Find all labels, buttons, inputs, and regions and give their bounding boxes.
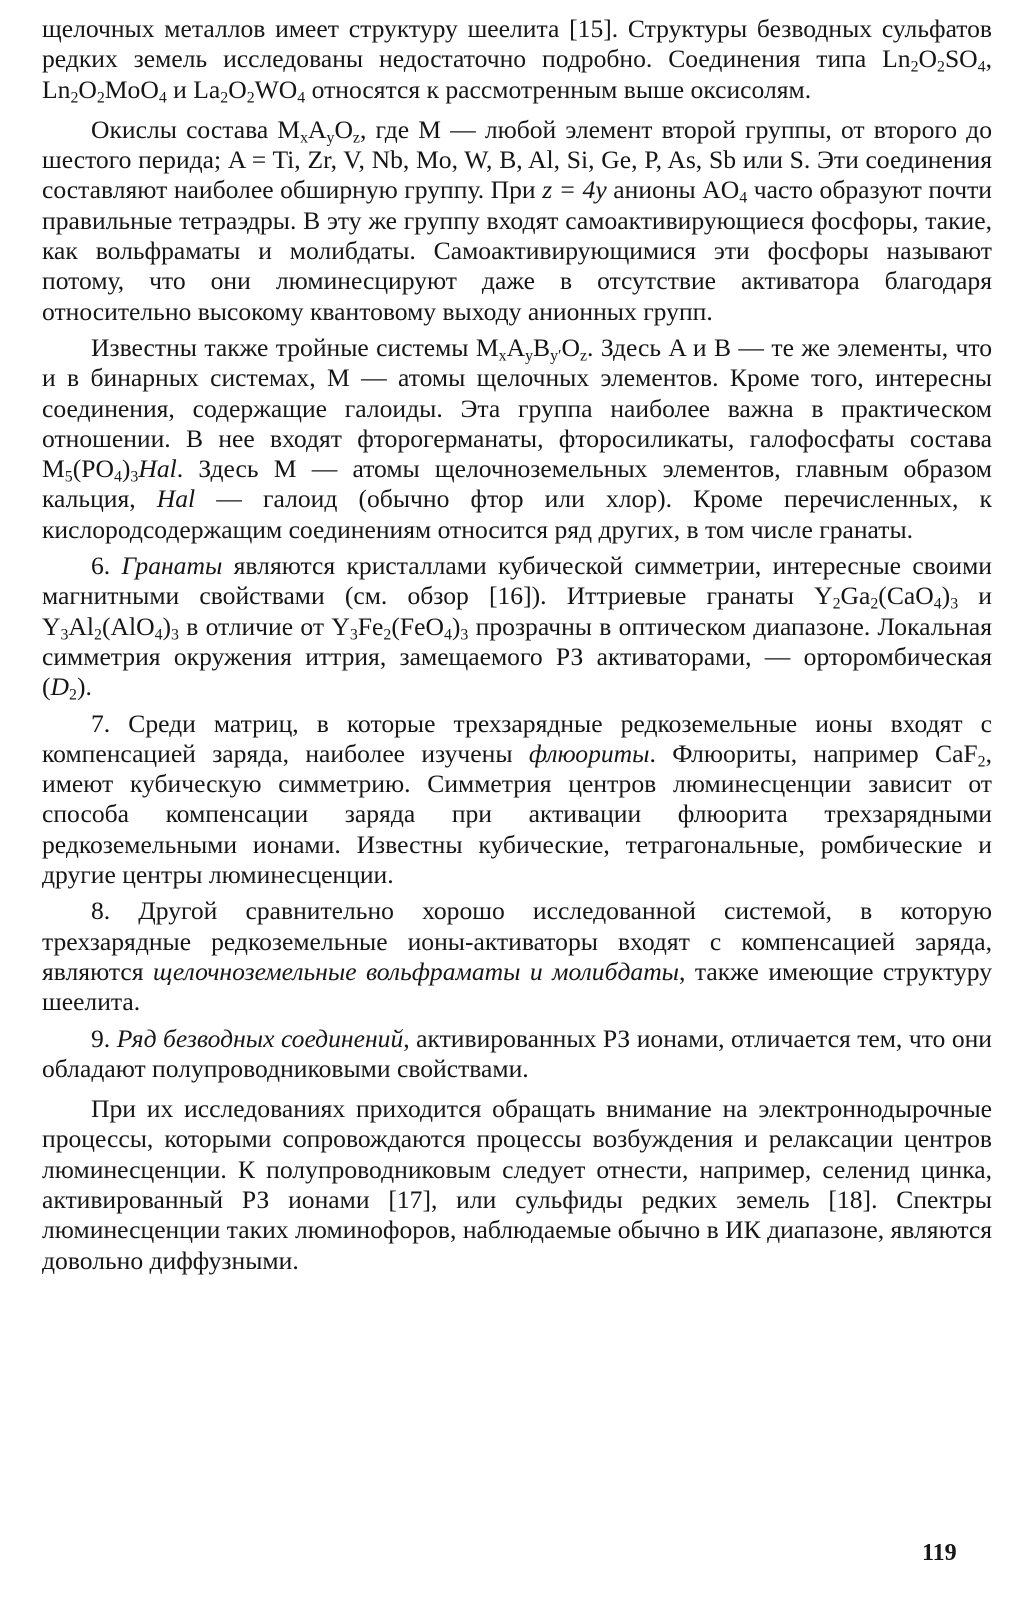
paragraph-1: щелочных металлов имеет структуру шеелита [15]. Структуры безводных сульфатов редких земель исследованы недостаточно подробно. Соединения типа $Ln_2O_2SO_4$, $Ln_2O_2MoO_4$ и $La_2O_2WO_4$ относятся к рассмотренным выше оксисолям. [42,14,992,107]
paragraph-3: Известны также тройные системы $M_xA_yB_{y'}O_z$. Здесь A и B — те же элементы, что и в бинарных системах, M — атомы щелочных элементов. Кроме того, интересны соединения, содержащие галоиды. Эта группа наиболее важна в практическом отношении. В нее входят фторогерманаты, фторосиликаты, галофосфаты состава $M_5(PO_4)_3Hal$. Здесь M — атомы щелочноземельных элементов, главным образом кальция, Hal — галоид (обычно фтор или хлор). Кроме перечисленных, к кислородсодержащим соединениям относится ряд других, в том числе гранаты. [42,332,993,544]
paragraph-2: Окислы состава $M_xA_yO_z$, где M — любой элемент второй группы, от второго до шестого перида; A = Ti, Zr, V, Nb, Mo, W, B, Al, Si, Ge, P, As, Sb или S. Эти соединения составляют наиболее обширную группу. При z = 4y анионы $AO_4$ часто образуют почти правильные тетраэдры. В эту же группу входят самоактивирующиеся фосфоры, такие, как вольфраматы и молибдаты. Самоактивирующимися эти фосфоры называют потому, что они люминесцируют даже в отсутствие активатора благодаря относительно высокому квантовому выходу анионных групп. [42,114,992,326]
paragraph-5-fluorites: 7. Среди матриц, в которые трехзарядные редкоземельные ионы входят с компенсацией заряда, наиболее изучены флюориты. Флюориты, например CaF$_2$, имеют кубическую симметрию. Симметрия центров люминесценции зависит от способа компенсации заряда при активации флюорита трехзарядными редкоземельными ионами. Известны кубические, тетрагональные, ромбические и другие центры люминесценции. [42,708,993,890]
paragraph-7-anhydrous: 9. Ряд безводных соединений, активированных РЗ ионами, отличается тем, что они обладают полупроводниковыми свойствами. [42,1023,993,1083]
page-body [42,14,992,1276]
paragraph-8-semiconductors: При их исследованиях приходится обращать внимание на электроннодырочные процессы, которыми сопровождаются процессы возбуждения и релаксации центров люминесценции. К полупроводниковым следует отнести, например, селенид цинка, активированный РЗ ионами [17], или сульфиды редких земель [18]. Спектры люминесценции таких люминофоров, наблюдаемые обычно в ИК диапазоне, являются довольно диффузными. [42,1094,992,1275]
paragraph-4-garnets: 6. Гранаты являются кристаллами кубической симметрии, интересные своими магнитными свойствами (см. обзор [16]). Иттриевые гранаты $Y_2Ga_2(CaO_4)_3$ и $Y_3Al_2(AlO_4)_3$ в отличие от $Y_3Fe_2(FeO_4)_3$ прозрачны в оптическом диапазоне. Локальная симметрия окружения иттрия, замещаемого РЗ активаторами, — орторомбическая $(D_2)$. [42,551,992,704]
page-number: 119 [922,1540,957,1566]
paragraph-6-tungstates: 8. Другой сравнительно хорошо исследованной системой, в которую трехзарядные редкоземельные ионы-активаторы входят с компенсацией заряда, являются щелочноземельные вольфраматы и молибдаты, также имеющие структуру шеелита. [42,896,993,1017]
